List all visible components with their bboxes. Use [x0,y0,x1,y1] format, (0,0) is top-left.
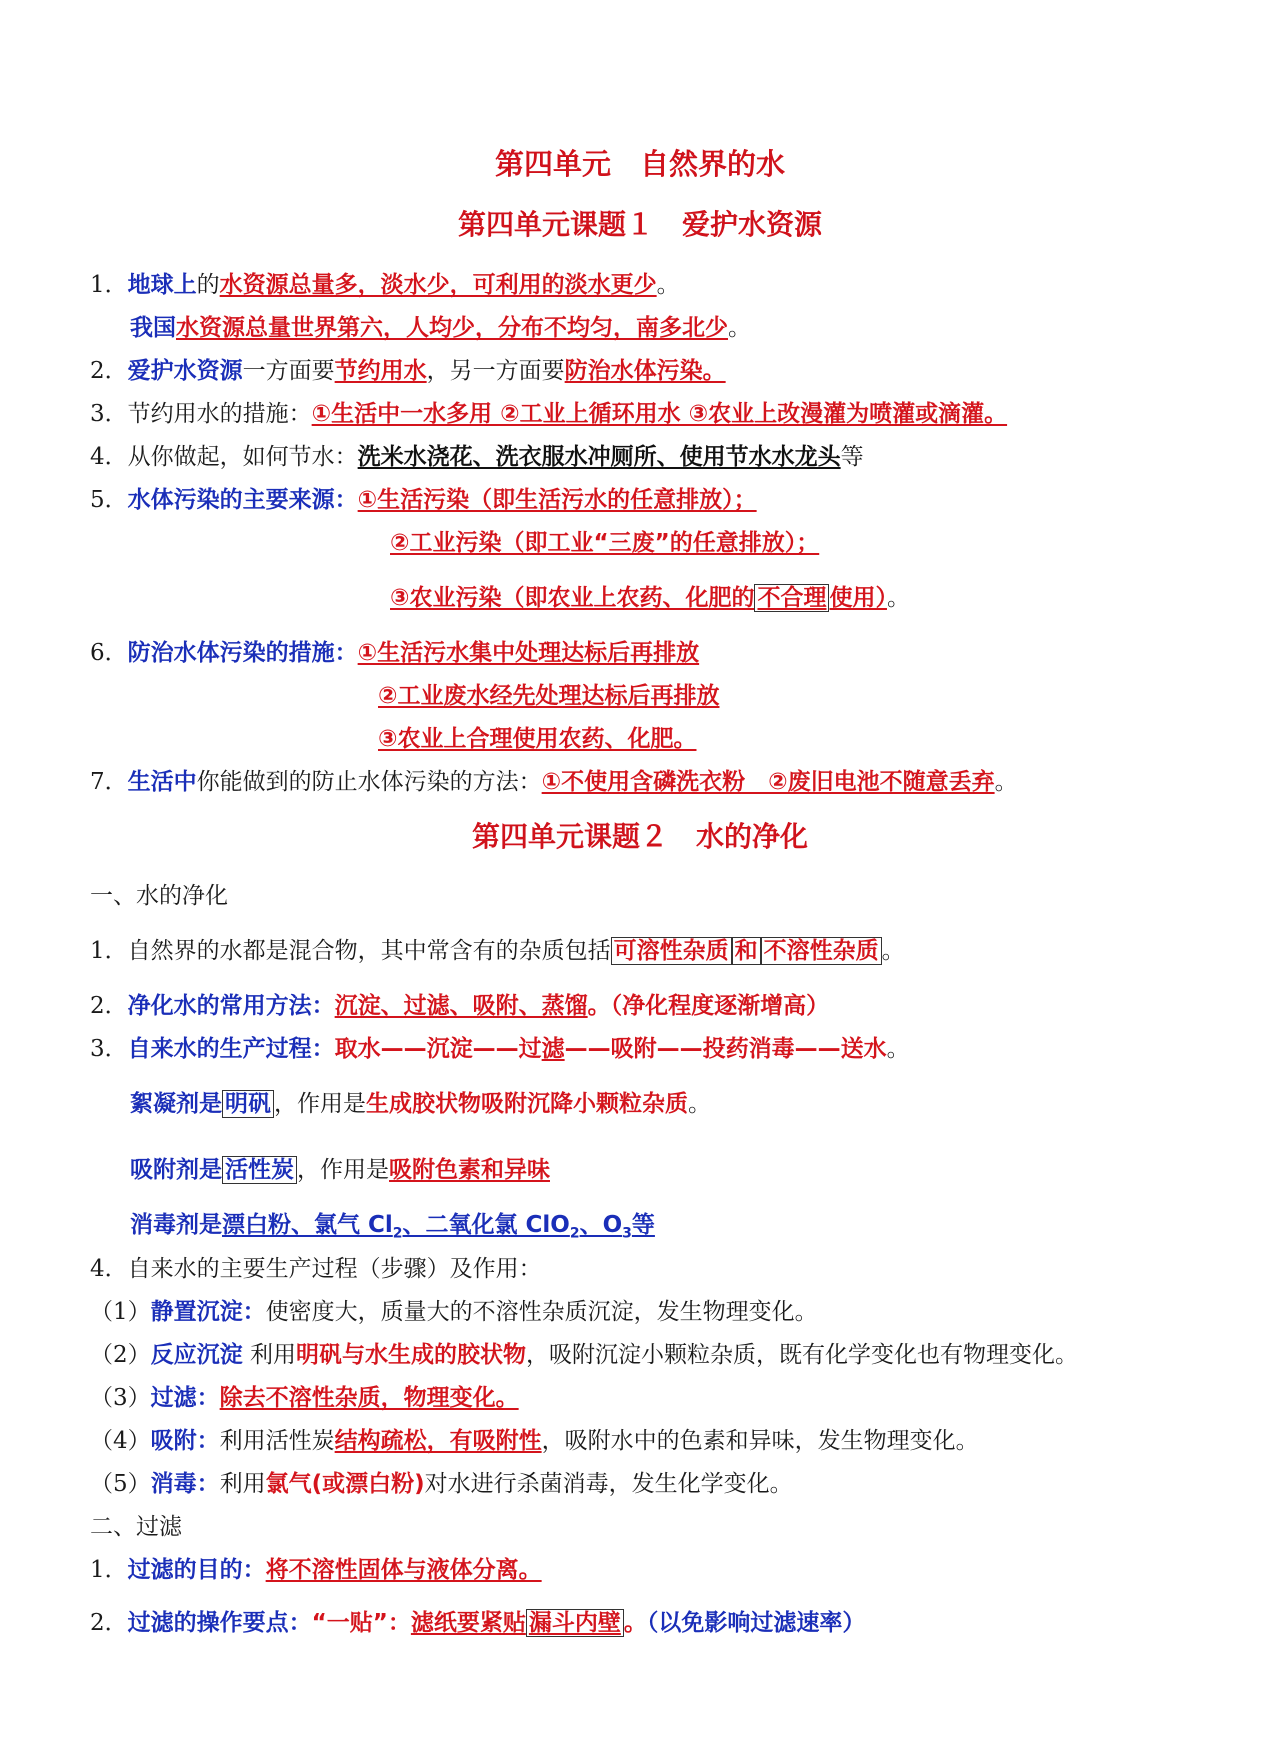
f2-quote: “一贴”： [311,1610,411,1636]
lesson1-heading: 第四单元课题１ 爱护水资源 [457,208,822,241]
list-number: 2． [90,358,128,384]
step-number: （3） [90,1385,151,1411]
m4-line [90,1254,542,1284]
l6-line [90,638,699,668]
m3c-part1: 漂白粉、氯气 Cl [222,1212,393,1238]
s4-key: 结构疏松，有吸附性 [334,1428,542,1454]
m3c-sub1: 2 [392,1225,403,1242]
l5c-line [390,583,910,613]
m3-key2: 滤 [541,1036,565,1062]
s5-line [90,1469,793,1499]
m3a-boxed: 明矾 [222,1090,274,1118]
m3-key3: ——吸附——投药消毒——送水 [564,1036,887,1062]
list-number: 3． [90,401,128,427]
l5b-line [390,528,819,558]
l1b-end: 。 [728,315,751,341]
m1-and: 和 [732,937,761,965]
f2-end: 。 [623,1610,647,1636]
l7-line [90,767,1018,797]
l1b-line [130,313,751,343]
s4-label: 吸附： [150,1428,220,1454]
list-number: 1． [90,272,128,298]
l2-line [90,356,726,386]
l4-label: 从你做起，如何节水： [127,444,358,470]
list-number: 2． [90,993,128,1019]
s5-text: 利用 [219,1471,266,1497]
section2-heading [90,1512,182,1542]
s1-text: 使密度大，质量大的不溶性杂质沉淀，发生物理变化。 [265,1299,818,1325]
m3c-line [130,1210,655,1240]
s4-text2: ，吸附水中的色素和异味，发生物理变化。 [541,1428,979,1454]
m3c-part2: 、二氧化氯 ClO [402,1212,570,1238]
s2-label: 反应沉淀 [150,1342,243,1368]
l1-line [90,270,680,300]
l4-end: 等 [840,444,864,470]
step-number: （4） [90,1428,151,1454]
s4-text: 利用活性炭 [219,1428,335,1454]
m3a-end: 。 [688,1091,711,1117]
m3b-text: ，作用是 [297,1157,389,1183]
step-number: （1） [90,1299,151,1325]
l2-text2: ，另一方面要 [426,358,565,384]
s1-label: 静置沉淀： [150,1299,266,1325]
s3-line [90,1383,519,1413]
l3-key: ①生活中一水多用 ②工业上循环用水 ③农业上改漫灌为喷灌或滴灌。 [311,401,1008,427]
list-number: 4． [90,1256,128,1282]
m3c-sub2: 2 [569,1225,580,1242]
l5-label: 水体污染的主要来源： [127,487,358,513]
l5-line [90,485,757,515]
f2-boxed: 漏斗内壁 [526,1609,624,1637]
s5-text2: 对水进行杀菌消毒，发生化学变化。 [424,1471,793,1497]
s5-key: 氯气(或漂白粉) [265,1471,425,1497]
l2-key2: 防治水体污染。 [564,358,726,384]
s2-line [90,1340,1078,1370]
list-number: 1． [90,938,128,964]
m3-key1: 取水——沉淀——过 [334,1036,542,1062]
f2-line [90,1608,865,1638]
m2-note: 。（净化程度逐渐增高） [587,993,830,1019]
lesson2-heading: 第四单元课题２ 水的净化 [471,820,808,853]
l1-key: 水资源总量多，淡水少，可利用的淡水更少 [219,272,657,298]
f1-line [90,1555,542,1585]
m3b-boxed: 活性炭 [222,1156,297,1184]
m3c-part4: 等 [631,1212,655,1238]
m1-line [90,936,905,966]
l7-subject: 生活中 [127,769,197,795]
m3b-line [130,1155,550,1185]
m3b-label: 吸附剂是 [130,1157,222,1183]
section1-heading [90,881,228,911]
l4-line [90,442,864,472]
section2-label: 二、过滤 [90,1514,182,1540]
m3-end: 。 [886,1036,910,1062]
l6b-key: ②工业废水经先处理达标后再排放 [378,683,720,709]
list-number: 2． [90,1610,128,1636]
l6-label: 防治水体污染的措施： [127,640,358,666]
l6c-key: ③农业上合理使用农药、化肥。 [378,726,697,752]
f2-note: （以免影响过滤速率） [646,1610,866,1636]
m2-key: 沉淀、过滤、吸附、蒸馏 [334,993,588,1019]
l1-text: 的 [196,272,220,298]
m2-line [90,991,829,1021]
l4-key: 洗米水浇花、洗衣服水冲厕所、使用节水水龙头 [357,444,841,470]
l2-text: 一方面要 [242,358,335,384]
m3a-label: 絮凝剂是 [130,1091,222,1117]
l5-key: ①生活污染（即生活污水的任意排放）； [357,487,757,513]
l6b-line [378,681,719,711]
m3b-key: 吸附色素和异味 [389,1157,550,1183]
s2-text2: ，吸附沉淀小颗粒杂质，既有化学变化也有物理变化。 [525,1342,1078,1368]
s4-line [90,1426,979,1456]
s3-key: 除去不溶性杂质，物理变化。 [219,1385,519,1411]
m1-end: 。 [881,938,905,964]
unit-title: 第四单元 自然界的水 [494,147,785,181]
l5c-key: ③农业污染（即农业上农药、化肥的 [390,585,755,611]
f2-label: 过滤的操作要点： [127,1610,312,1636]
m4-text: 自来水的主要生产过程（步骤）及作用： [127,1256,542,1282]
l2-key1: 节约用水 [334,358,427,384]
m3c-key [222,1212,655,1242]
m3a-key: 生成胶状物吸附沉降小颗粒杂质 [366,1091,688,1117]
step-number: （5） [90,1471,151,1497]
l1b-key: 水资源总量世界第六，人均少，分布不均匀，南多北少 [176,315,728,341]
l1-end: 。 [656,272,680,298]
l1-subject: 地球上 [127,272,197,298]
f1-key: 将不溶性固体与液体分离。 [265,1557,542,1583]
m1-text: 自然界的水都是混合物，其中常含有的杂质包括 [127,938,611,964]
m3c-label: 消毒剂是 [130,1212,222,1238]
m3a-line [130,1089,711,1119]
l2-subject: 爱护水资源 [127,358,243,384]
l7-end: 。 [994,769,1018,795]
m3-line [90,1034,910,1064]
m3-label: 自来水的生产过程： [127,1036,335,1062]
l5c-end: 。 [886,585,910,611]
l6-key: ①生活污水集中处理达标后再排放 [357,640,700,666]
list-number: 5． [90,487,128,513]
list-number: 7． [90,769,128,795]
m1-boxed2: 不溶性杂质 [761,937,882,965]
s2-key: 明矾与水生成的胶状物 [295,1342,526,1368]
list-number: 1． [90,1557,128,1583]
section1-label: 一、水的净化 [90,883,228,909]
l5b-key: ②工业污染（即工业“三废”的任意排放）； [390,530,820,556]
s2-text: 利用 [242,1342,296,1368]
m1-boxed1: 可溶性杂质 [611,937,732,965]
f1-label: 过滤的目的： [127,1557,266,1583]
l5c-key2: 使用） [829,585,887,611]
list-number: 6． [90,640,128,666]
s3-label: 过滤： [150,1385,220,1411]
list-number: 4． [90,444,128,470]
l7-text: 你能做到的防止水体污染的方法： [196,769,542,795]
m3a-text: ，作用是 [274,1091,366,1117]
f2-key: 滤纸要紧贴 [410,1610,526,1636]
list-number: 3． [90,1036,128,1062]
l3-line [90,399,1007,429]
s1-line [90,1297,818,1327]
m2-label: 净化水的常用方法： [127,993,335,1019]
l7-key: ①不使用含磷洗衣粉 ②废旧电池不随意丢弃 [541,769,995,795]
m3c-part3: 、O [579,1212,623,1238]
l3-label: 节约用水的措施： [127,401,312,427]
s5-label: 消毒： [150,1471,220,1497]
m3c-sub3: 3 [622,1225,632,1242]
l5c-boxed: 不合理 [754,584,829,612]
l1b-subject: 我国 [130,315,176,341]
l6c-line [378,724,696,754]
step-number: （2） [90,1342,151,1368]
